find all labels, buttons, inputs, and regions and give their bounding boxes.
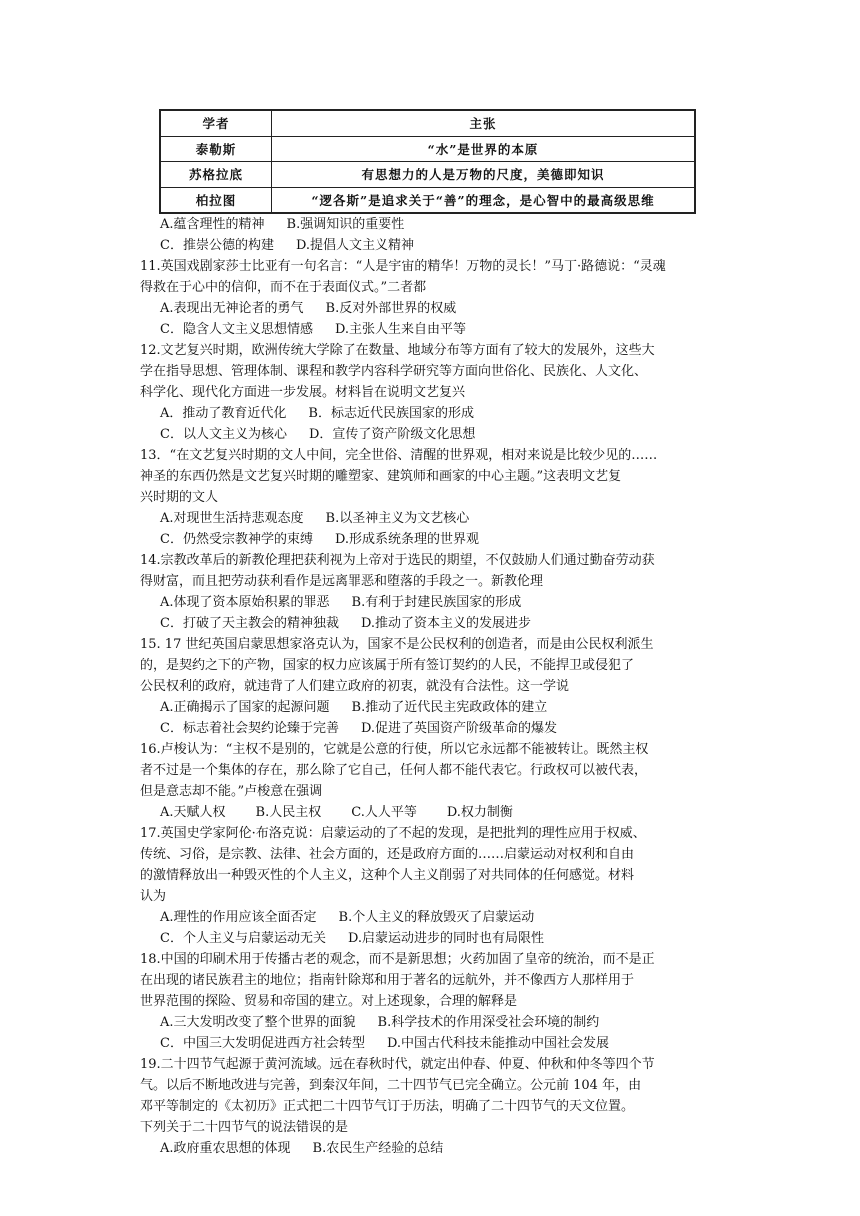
table-cell-view: “逻各斯”是追求关于“善”的理念，是心智中的最高级思维 bbox=[272, 187, 696, 213]
question-stem bbox=[140, 256, 730, 298]
option-b: B.有利于封建民族国家的形成 bbox=[351, 595, 522, 610]
table-cell-view: “水”是世界的本原 bbox=[272, 136, 696, 162]
question-stem bbox=[140, 340, 730, 403]
option-b: B.科学技术的作用深受社会环境的制约 bbox=[377, 1015, 600, 1030]
options-row bbox=[140, 718, 730, 739]
stem-line: 的，是契约之下的产物，国家的权力应该属于所有签订契约的人民，不能捍卫或侵犯了 bbox=[140, 658, 635, 673]
option-a: A.理性的作用应该全面否定 bbox=[160, 910, 317, 925]
options-row bbox=[140, 529, 730, 550]
option-a: A.表现出无神论者的勇气 bbox=[160, 301, 304, 316]
options-row bbox=[140, 802, 730, 823]
stem-line: 13．“在文艺复兴时期的文人中间，完全世俗、清醒的世界观，相对来说是比较少见的…… bbox=[140, 448, 658, 463]
stem-line: 19.二十四节气起源于黄河流域。远在春秋时代，就定出仲春、仲夏、仲秋和仲冬等四个节 bbox=[140, 1057, 655, 1072]
option-b: B.推动了近代民主宪政政体的建立 bbox=[351, 700, 548, 715]
stem-line: 得救在于心中的信仰，而不在于表面仪式。”二者都 bbox=[140, 280, 427, 295]
options-row bbox=[140, 508, 730, 529]
options-row bbox=[140, 319, 730, 340]
option-a: A.政府重农思想的体现 bbox=[160, 1141, 291, 1156]
option-d: D.形成系统条理的世界观 bbox=[334, 532, 480, 547]
question-15 bbox=[140, 634, 730, 739]
stem-line: 学在指导思想、管理体制、课程和教学内容科学研究等方面向世俗化、民族化、人文化、 bbox=[140, 364, 648, 379]
table-row bbox=[160, 162, 695, 188]
scholars-table bbox=[159, 109, 696, 214]
option-c: C.人人平等 bbox=[351, 805, 417, 820]
question-stem bbox=[140, 445, 730, 508]
options-row bbox=[140, 424, 730, 445]
option-c: C．隐含人文主义思想情感 bbox=[160, 322, 313, 337]
options-row bbox=[140, 1033, 730, 1054]
question-13 bbox=[140, 445, 730, 550]
option-b: B.农民生产经验的总结 bbox=[312, 1141, 444, 1156]
option-d: D.促进了英国资产阶级革命的爆发 bbox=[360, 721, 558, 736]
question-stem bbox=[140, 949, 730, 1012]
stem-line: 11.英国戏剧家莎士比亚有一句名言：“人是宇宙的精华！万物的灵长！”马丁·路德说：“灵魂 bbox=[140, 259, 666, 274]
stem-line: 在出现的诸民族君主的地位；指南针除郑和用于著名的远航外，并不像西方人那样用于 bbox=[140, 973, 635, 988]
stem-line: 传统、习俗，是宗教、法律、社会方面的，还是政府方面的……启蒙运动对权利和自由 bbox=[140, 847, 635, 862]
option-d: D.启蒙运动进步的同时也有局限性 bbox=[347, 931, 545, 946]
options-row bbox=[140, 1138, 730, 1159]
stem-line: 18.中国的印刷术用于传播古老的观念，而不是新思想；火药加固了皇帝的统治，而不是正 bbox=[140, 952, 655, 967]
question-stem bbox=[140, 550, 730, 592]
question-stem bbox=[140, 1054, 730, 1138]
question-12 bbox=[140, 340, 730, 445]
stem-line: 神圣的东西仍然是文艺复兴时期的雕塑家、建筑师和画家的中心主题。”这表明文艺复 bbox=[140, 469, 622, 484]
table-cell-scholar: 泰勒斯 bbox=[160, 136, 272, 162]
question-18 bbox=[140, 949, 730, 1054]
option-b: B.反对外部世界的权威 bbox=[325, 301, 457, 316]
stem-line: 14.宗教改革后的新教伦理把获利视为上帝对于选民的期望，不仅鼓励人们通过勤奋劳动获 bbox=[140, 553, 655, 568]
stem-line: 17.英国史学家阿伦·布洛克说：启蒙运动的了不起的发现，是把批判的理性应用于权威、 bbox=[140, 826, 646, 841]
stem-line: 科学化、现代化方面进一步发展。材料旨在说明文艺复兴 bbox=[140, 385, 466, 400]
options-row bbox=[140, 907, 730, 928]
option-a: A.正确揭示了国家的起源问题 bbox=[160, 700, 330, 715]
option-b: B.个人主义的释放毁灭了启蒙运动 bbox=[338, 910, 535, 925]
options-row bbox=[140, 592, 730, 613]
stem-line: 但是意志却不能。”卢梭意在强调 bbox=[140, 784, 323, 799]
stem-line: 气。以后不断地改进与完善，到秦汉年间，二十四节气已完全确立。公元前 104 年，由 bbox=[140, 1078, 642, 1093]
stem-line: 的激情释放出一种毁灭性的个人主义，这种个人主义削弱了对共同体的任何感觉。材料 bbox=[140, 868, 635, 883]
stem-line: 者不过是一个集体的存在，那么除了它自己，任何人都不能代表它。行政权可以被代表， bbox=[140, 763, 648, 778]
option-c: C．打破了天主教会的精神独裁 bbox=[160, 616, 339, 631]
question-14 bbox=[140, 550, 730, 634]
option-b: B.人民主权 bbox=[255, 805, 322, 820]
option-c: C．个人主义与启蒙运动无关 bbox=[160, 931, 326, 946]
options-row bbox=[140, 1012, 730, 1033]
stem-line: 邓平等制定的《太初历》正式把二十四节气订于历法，明确了二十四节气的天文位置。 bbox=[140, 1099, 635, 1114]
option-d: D.推动了资本主义的发展进步 bbox=[360, 616, 532, 631]
option-a: A.三大发明改变了整个世界的面貌 bbox=[160, 1015, 356, 1030]
q10-options-row-1 bbox=[140, 214, 730, 235]
stem-line: 世界范围的探险、贸易和帝国的建立。对上述现象，合理的解释是 bbox=[140, 994, 518, 1009]
options-row bbox=[140, 298, 730, 319]
table-header-view: 主张 bbox=[272, 110, 696, 136]
option-a: A．推动了教育近代化 bbox=[160, 406, 287, 421]
stem-line: 12.文艺复兴时期，欧洲传统大学除了在数量、地域分布等方面有了较大的发展外，这些大 bbox=[140, 343, 655, 358]
stem-line: 公民权利的政府，就违背了人们建立政府的初衷，就没有合法性。这一学说 bbox=[140, 679, 570, 694]
table-row bbox=[160, 136, 695, 162]
stem-line: 16.卢梭认为：“主权不是别的，它就是公意的行使，所以它永远都不能被转让。既然主权 bbox=[140, 742, 649, 757]
question-16 bbox=[140, 739, 730, 823]
option-d: D.中国古代科技未能推动中国社会发展 bbox=[386, 1036, 610, 1051]
stem-line: 兴时期的文人 bbox=[140, 490, 219, 505]
question-list bbox=[140, 214, 730, 1159]
option-c: C．以人文主义为核心 bbox=[160, 427, 287, 442]
option-a: A.对现世生活持悲观态度 bbox=[160, 511, 304, 526]
option-c: C．标志着社会契约论臻于完善 bbox=[160, 721, 339, 736]
stem-line: 15. 17 世纪英国启蒙思想家洛克认为，国家不是公民权利的创造者，而是由公民权利派生 bbox=[140, 637, 654, 652]
q10-option-c: C．推崇公德的构建 bbox=[160, 238, 274, 253]
question-stem bbox=[140, 739, 730, 802]
table-header-scholar: 学者 bbox=[160, 110, 272, 136]
table-header-row bbox=[160, 110, 695, 136]
option-d: D.权力制衡 bbox=[446, 805, 513, 820]
option-c: C．仍然受宗教神学的束缚 bbox=[160, 532, 313, 547]
table-row bbox=[160, 187, 695, 213]
stem-line: 得财富，而且把劳动获利看作是远离罪恶和堕落的手段之一。新教伦理 bbox=[140, 574, 544, 589]
options-row bbox=[140, 697, 730, 718]
options-row bbox=[140, 403, 730, 424]
table-cell-scholar: 柏拉图 bbox=[160, 187, 272, 213]
question-19 bbox=[140, 1054, 730, 1159]
stem-line: 认为 bbox=[140, 889, 167, 904]
table-cell-scholar: 苏格拉底 bbox=[160, 162, 272, 188]
q10-option-d: D.提倡人文主义精神 bbox=[295, 238, 415, 253]
stem-line: 下列关于二十四节气的说法错误的是 bbox=[140, 1120, 349, 1135]
option-b: B．标志近代民族国家的形成 bbox=[308, 406, 474, 421]
option-b: B.以圣神主义为文艺核心 bbox=[325, 511, 470, 526]
option-c: C．中国三大发明促进西方社会转型 bbox=[160, 1036, 365, 1051]
question-17 bbox=[140, 823, 730, 949]
options-row bbox=[140, 928, 730, 949]
option-a: A.天赋人权 bbox=[160, 805, 226, 820]
q10-options-row-2 bbox=[140, 235, 730, 256]
option-d: D．宣传了资产阶级文化思想 bbox=[308, 427, 476, 442]
q10-option-b: B.强调知识的重要性 bbox=[286, 217, 405, 232]
question-stem bbox=[140, 823, 730, 907]
option-d: D.主张人生来自由平等 bbox=[334, 322, 467, 337]
table-cell-view: 有思想力的人是万物的尺度，美德即知识 bbox=[272, 162, 696, 188]
option-a: A.体现了资本原始积累的罪恶 bbox=[160, 595, 330, 610]
question-11 bbox=[140, 256, 730, 340]
q10-option-a: A.蕴含理性的精神 bbox=[160, 217, 265, 232]
options-row bbox=[140, 613, 730, 634]
question-stem bbox=[140, 634, 730, 697]
